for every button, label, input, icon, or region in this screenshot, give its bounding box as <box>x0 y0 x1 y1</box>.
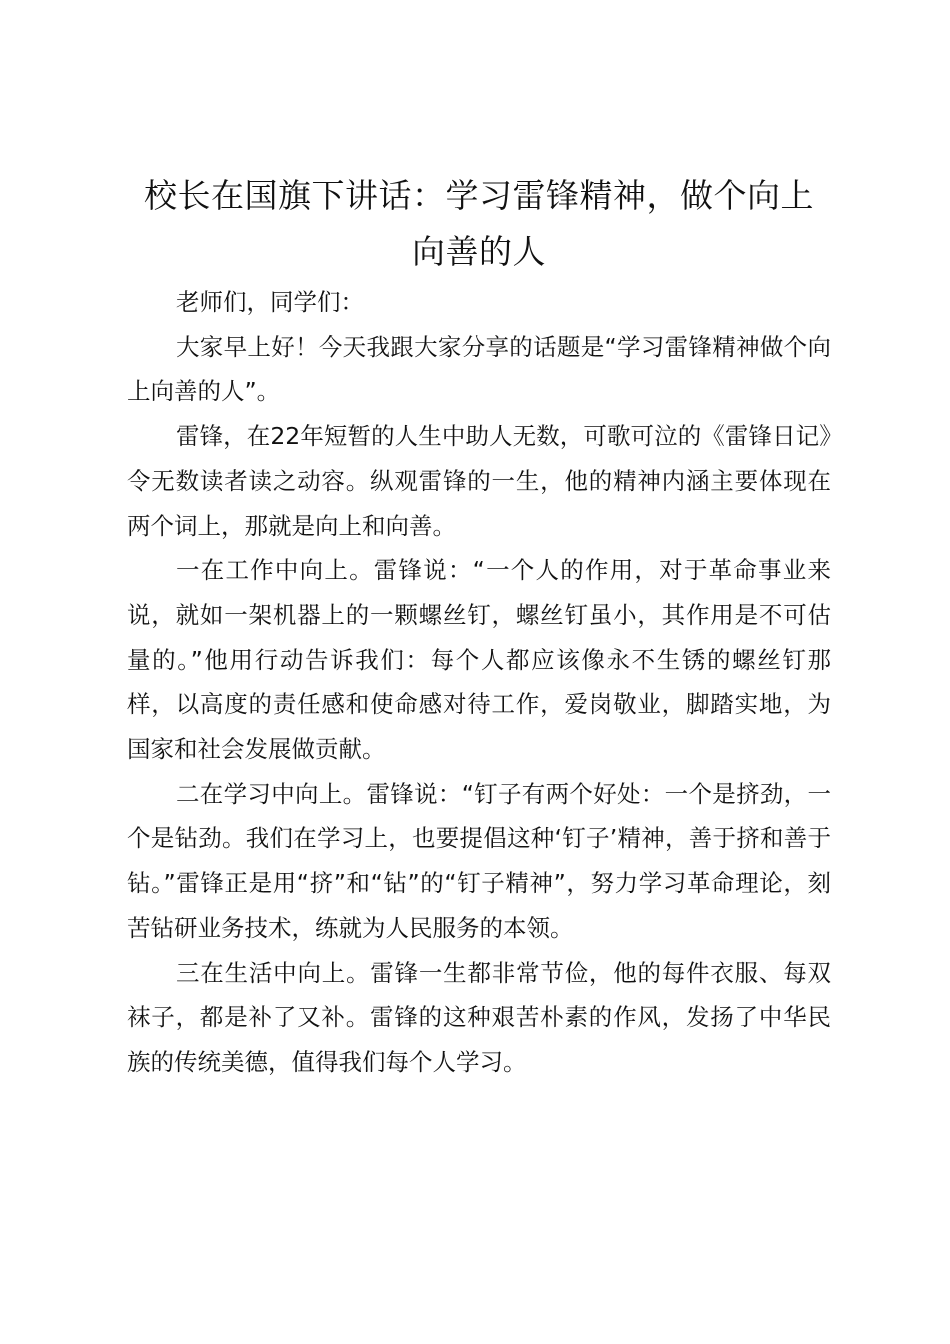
study-paragraph: 二在学习中向上。雷锋说：“钉子有两个好处：一个是挤劲，一个是钻劲。我们在学习上，也要提倡这种‘钉子’精神，善于挤和善于钻。”雷锋正是用“挤”和“钻”的“钉子精神”，努力学习革命理论，刻苦钻研业务技术，练就为人民服务的本领。 <box>127 779 831 942</box>
intro-paragraph: 雷锋，在22年短暂的人生中助人无数，可歌可泣的《雷锋日记》令无数读者读之动容。纵观雷锋的一生，他的精神内涵主要体现在两个词上，那就是向上和向善。 <box>127 422 831 540</box>
document-title <box>127 168 831 280</box>
work-paragraph: 一在工作中向上。雷锋说：“一个人的作用，对于革命事业来说，就如一架机器上的一颗螺丝钉，螺丝钉虽小，其作用是不可估量的。”他用行动告诉我们：每个人都应该像永不生锈的螺丝钉那样，以高度的责任感和使命感对待工作，爱岗敬业，脚踏实地，为国家和社会发展做贡献。 <box>127 556 831 764</box>
opening-paragraph: 大家早上好！今天我跟大家分享的话题是“学习雷锋精神做个向上向善的人”。 <box>127 332 831 406</box>
document-body <box>127 280 831 1085</box>
document-page <box>127 168 831 1085</box>
title-line-1: 校长在国旗下讲话：学习雷锋精神，做个向上 <box>144 176 814 215</box>
title-line-2: 向善的人 <box>412 232 546 271</box>
greeting-paragraph: 老师们，同学们： <box>176 288 364 316</box>
life-paragraph: 三在生活中向上。雷锋一生都非常节俭，他的每件衣服、每双袜子，都是补了又补。雷锋的这种艰苦朴素的作风，发扬了中华民族的传统美德，值得我们每个人学习。 <box>127 958 831 1076</box>
